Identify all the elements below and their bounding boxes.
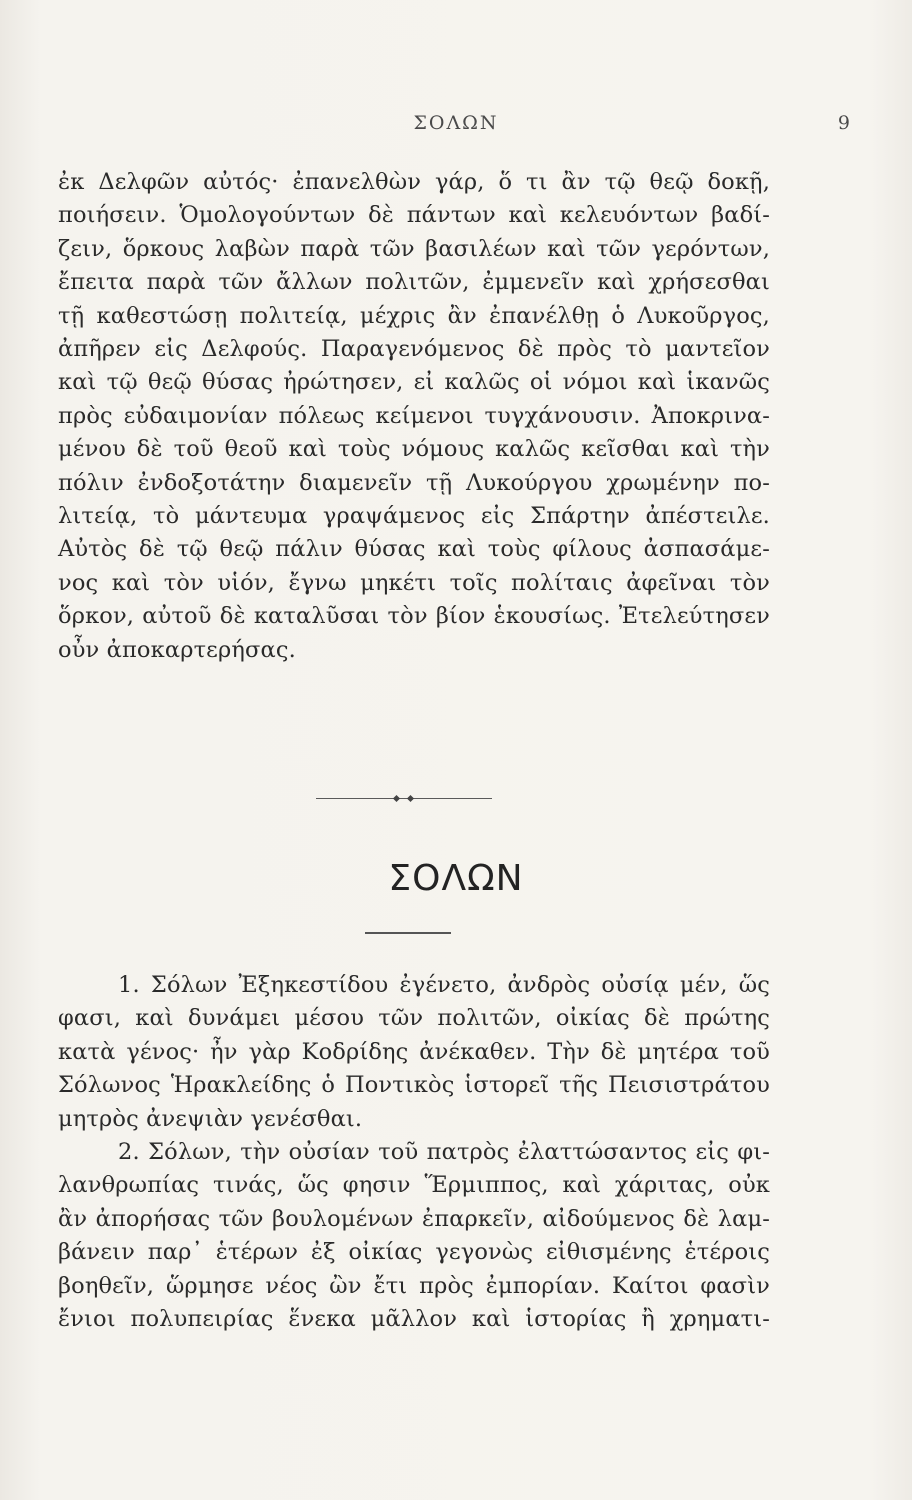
- text-line: μητρὸς ἀνεψιὰν γενέσθαι.: [58, 1105, 363, 1132]
- text-line: ἐκ Δελφῶν αὐτός· ἐπανελθὼν γάρ, ὅ τι ἂν τῷ θεῷ δοκῇ,: [58, 169, 770, 195]
- text-line: 1. Σόλων Ἐξηκεστίδου ἐγένετο, ἀνδρὸς οὐσίᾳ μέν, ὥς: [118, 972, 770, 998]
- text-line: οὖν ἀποκαρτερήσας.: [58, 636, 296, 663]
- text-line: ζειν, ὅρκους λαβὼν παρὰ τῶν βασιλέων καὶ τῶν γερόντων,: [58, 235, 770, 262]
- text-line: Σόλωνος Ἡρακλείδης ὁ Ποντικὸς ἱστορεῖ τῆς Πεισιστράτου: [58, 1072, 770, 1099]
- running-head: [80, 112, 850, 142]
- section-divider-ornament: [316, 797, 492, 801]
- page-number: 9: [837, 112, 850, 134]
- text-line: φασι, καὶ δυνάμει μέσου τῶν πολιτῶν, οἰκίας δὲ πρώτης: [58, 1005, 770, 1032]
- section-title: ΣΟΛΩΝ: [388, 858, 524, 899]
- text-line: 2. Σόλων, τὴν οὐσίαν τοῦ πατρὸς ἐλαττώσαντος εἰς φι-: [118, 1139, 770, 1166]
- text-line: πόλιν ἐνδοξοτάτην διαμενεῖν τῇ Λυκούργου χρωμένην πο-: [58, 469, 770, 496]
- text-line: λιτείᾳ, τὸ μάντευμα γραψάμενος εἰς Σπάρτην ἀπέστειλε.: [58, 503, 770, 530]
- text-line: βάνειν παρ᾽ ἑτέρων ἐξ οἰκίας γεγονὼς εἰθισμένης ἑτέροις: [58, 1239, 770, 1266]
- text-line: ἀπῆρεν εἰς Δελφούς. Παραγενόμενος δὲ πρὸς τὸ μαντεῖον: [58, 336, 770, 363]
- text-line: τῇ καθεστώσῃ πολιτείᾳ, μέχρις ἂν ἐπανέλθῃ ὁ Λυκοῦργος,: [58, 302, 770, 329]
- text-line: μένου δὲ τοῦ θεοῦ καὶ τοὺς νόμους καλῶς κεῖσθαι καὶ τὴν: [58, 436, 770, 463]
- text-line: ἂν ἀπορήσας τῶν βουλομένων ἐπαρκεῖν, αἰδούμενος δὲ λαμ-: [58, 1205, 770, 1232]
- text-line: ποιήσειν. Ὁμολογούντων δὲ πάντων καὶ κελευόντων βαδί-: [58, 202, 770, 229]
- text-line: καὶ τῷ θεῷ θύσας ἠρώτησεν, εἰ καλῶς οἱ νόμοι καὶ ἱκανῶς: [58, 369, 770, 396]
- text-line: λανθρωπίας τινάς, ὥς φησιν Ἕρμιππος, καὶ χάριτας, οὐκ: [58, 1172, 770, 1199]
- text-line: νος καὶ τὸν υἱόν, ἔγνω μηκέτι τοῖς πολίταις ἀφεῖναι τὸν: [58, 569, 770, 596]
- paragraph-continuation: [58, 166, 770, 667]
- text-line: ὅρκον, αὐτοῦ δὲ καταλῦσαι τὸν βίον ἑκουσίως. Ἐτελεύτησεν: [58, 603, 770, 630]
- text-line: ἔπειτα παρὰ τῶν ἄλλων πολιτῶν, ἐμμενεῖν καὶ χρήσεσθαι: [58, 269, 770, 296]
- text-line: βοηθεῖν, ὥρμησε νέος ὢν ἔτι πρὸς ἐμπορίαν. Καίτοι φασὶν: [58, 1272, 770, 1299]
- text-line: Αὐτὸς δὲ τῷ θεῷ πάλιν θύσας καὶ τοὺς φίλους ἀσπασάμε-: [58, 536, 770, 563]
- title-underline: [365, 932, 451, 934]
- text-line: κατὰ γένος· ἦν γὰρ Κοδρίδης ἀνέκαθεν. Τὴν δὲ μητέρα τοῦ: [58, 1038, 770, 1065]
- text-line: πρὸς εὐδαιμονίαν πόλεως κείμενοι τυγχάνουσιν. Ἀποκρινα-: [58, 402, 770, 429]
- section-body: [58, 969, 770, 1336]
- text-line: ἔνιοι πολυπειρίας ἕνεκα μᾶλλον καὶ ἱστορίας ἢ χρηματι-: [58, 1306, 770, 1333]
- running-title: ΣΟΛΩΝ: [413, 112, 499, 134]
